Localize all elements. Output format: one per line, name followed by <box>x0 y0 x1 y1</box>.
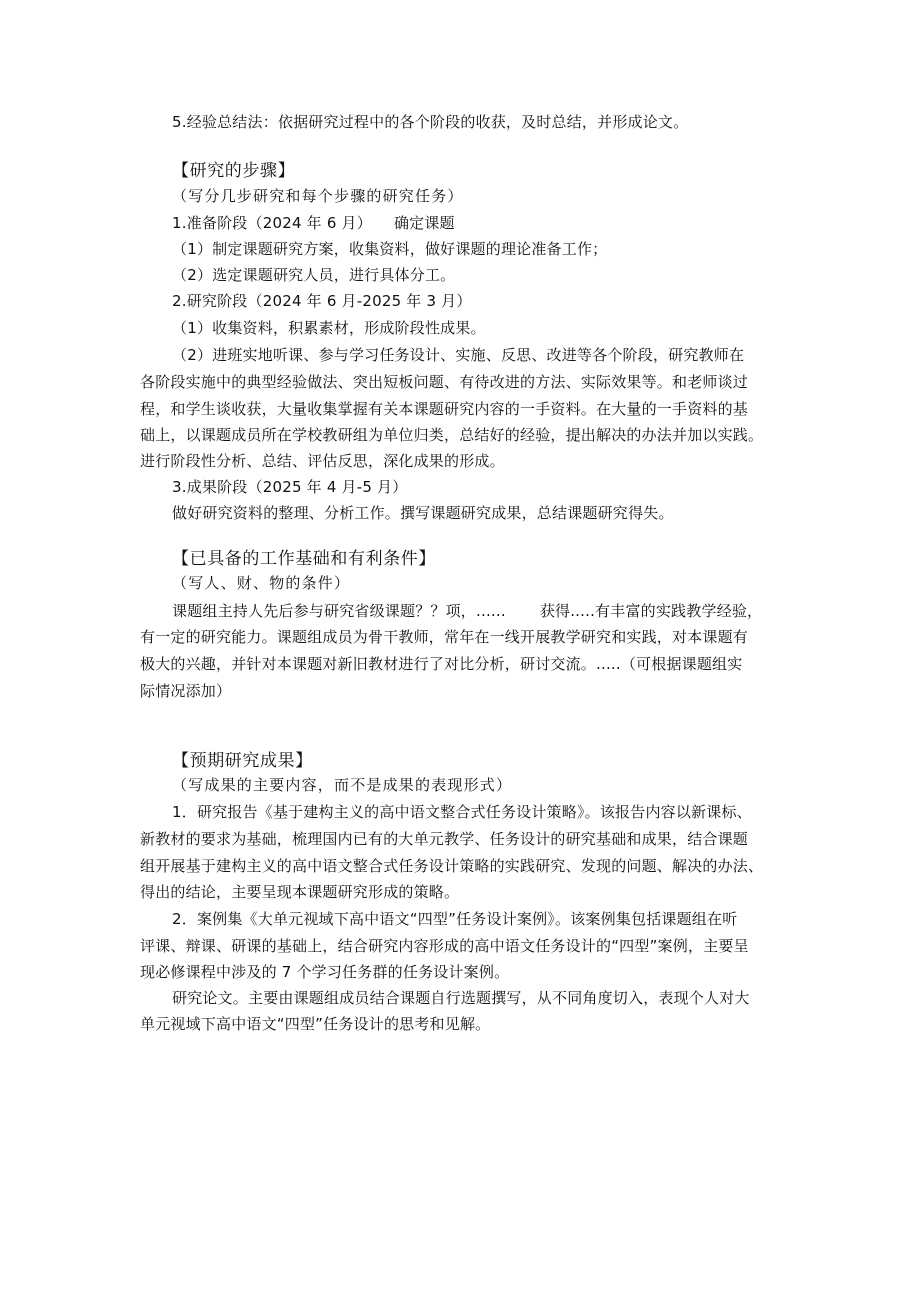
stage-1-item-1: （1）制定课题研究方案，收集资料，做好课题的理论准备工作； <box>172 240 608 258</box>
section-heading-work-basis: 【已具备的工作基础和有利条件】 <box>172 549 436 569</box>
stage-1-title <box>172 213 455 233</box>
work-basis-line <box>172 601 762 621</box>
stage-3-text: 做好研究资料的整理、分析工作。撰写课题研究成果，总结课题研究得失。 <box>172 504 674 522</box>
section-heading-research-steps: 【研究的步骤】 <box>172 161 296 181</box>
section-heading-expected-results: 【预期研究成果】 <box>172 751 313 771</box>
result-2-line: 评课、辩课、研课的基础上，结合研究内容形成的高中语文任务设计的“四型”案例，主要呈 <box>140 937 749 955</box>
work-basis-line-part: 课题组主持人先后参与研究省级课题？？项，...... <box>172 602 506 620</box>
stage-2-title: 2.研究阶段（2024 年 6 月-2025 年 3 月） <box>172 292 472 310</box>
stage-1-item-2: （2）选定课题研究人员，进行具体分工。 <box>172 266 456 284</box>
stage-2-item-2-line: 础上，以课题成员所在学校教研组为单位归类，总结好的经验，提出解决的办法并加以实践。 <box>140 426 764 444</box>
stage-2-item-2-line: 各阶段实施中的典型经验做法、突出短板问题、有待改进的方法、实际效果等。和老师谈过 <box>140 373 749 391</box>
stage-2-item-2-line: 进行阶段性分析、总结、评估反思，深化成果的形成。 <box>140 452 505 470</box>
result-3-line: 单元视域下高中语文“四型”任务设计的思考和见解。 <box>140 1015 491 1033</box>
result-1-line: 得出的结论，主要呈现本课题研究形成的策略。 <box>140 883 460 901</box>
result-2-line: 现必修课程中涉及的 7 个学习任务群的任务设计案例。 <box>140 963 510 981</box>
stage-2-item-2-line: 程，和学生谈收获，大量收集掌握有关本课题研究内容的一手资料。在大量的一手资料的基 <box>140 400 749 418</box>
result-2-line: 2．案例集《大单元视域下高中语文“四型”任务设计案例》。该案例集包括课题组在听 <box>172 910 738 928</box>
stage-2-item-2-line: （2）进班实地听课、参与学习任务设计、实施、反思、改进等各个阶段，研究教师在 <box>172 346 745 364</box>
section-note-research-steps: （写分几步研究和每个步骤的研究任务） <box>172 187 464 205</box>
stage-2-item-1: （1）收集资料，积累素材，形成阶段性成果。 <box>172 319 486 337</box>
stage-1-task: 确定课题 <box>393 214 455 232</box>
work-basis-line: 有一定的研究能力。课题组成员为骨干教师，常年在一线开展教学研究和实践，对本课题有 <box>140 628 749 646</box>
stage-1-period: 1.准备阶段（2024 年 6 月） <box>172 214 372 232</box>
section-note-expected-results: （写成果的主要内容，而不是成果的表现形式） <box>172 776 513 794</box>
result-1-line: 1．研究报告《基于建构主义的高中语文整合式任务设计策略》。该报告内容以新课标、 <box>172 803 752 821</box>
work-basis-line: 极大的兴趣，并针对本课题对新旧教材进行了对比分析，研讨交流。.....（可根据课题组实 <box>140 655 743 673</box>
work-basis-line-part: 获得.....有丰富的实践教学经验， <box>539 602 763 620</box>
research-method-5: 5.经验总结法：依据研究过程中的各个阶段的收获，及时总结，并形成论文。 <box>172 113 689 131</box>
work-basis-line: 际情况添加） <box>140 682 232 700</box>
result-3-line: 研究论文。主要由课题组成员结合课题自行选题撰写，从不同角度切入，表现个人对大 <box>172 989 750 1007</box>
stage-3-title: 3.成果阶段（2025 年 4 月-5 月） <box>172 478 408 496</box>
result-1-line: 组开展基于建构主义的高中语文整合式任务设计策略的实践研究、发现的问题、解决的办法、 <box>140 857 764 875</box>
section-note-work-basis: （写人、财、物的条件） <box>172 574 351 592</box>
result-1-line: 新教材的要求为基础，梳理国内已有的大单元教学、任务设计的研究基础和成果，结合课题 <box>140 830 749 848</box>
